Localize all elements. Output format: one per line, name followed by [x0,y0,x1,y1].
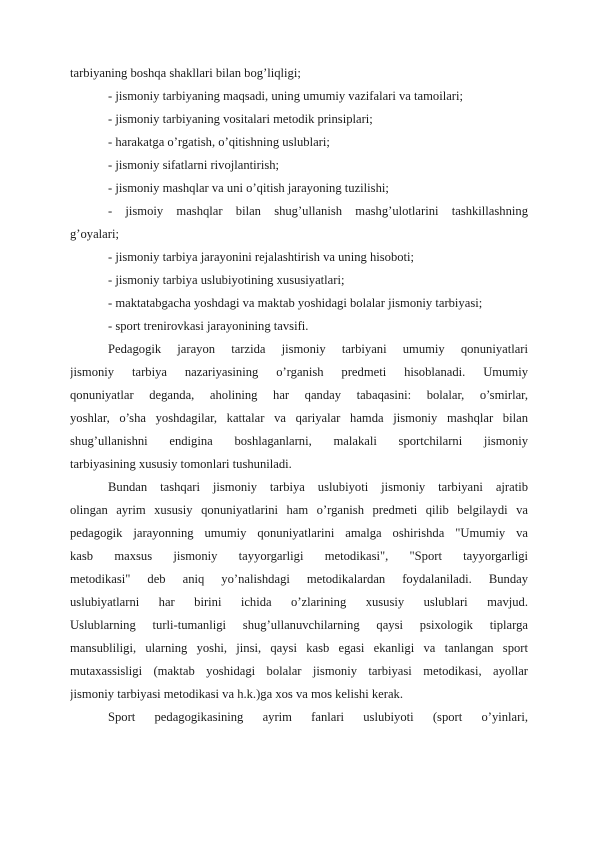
paragraph-line: tarbiyasining xususiy tomonlari tushuniladi. [70,457,292,471]
paragraph-line: mutaxassisligi (maktab yoshidagi bolalar jismoniy tarbiyasi metodikasi, ayollar [70,664,528,678]
list-item: - jismoniy mashqlar va uni o’qitish jarayoning tuzilishi; [108,181,389,195]
list-item: - jismoniy tarbiyaning vositalari metodik prinsiplari; [108,112,373,126]
list-item: - jismoniy tarbiya uslubiyotining xususiyatlari; [108,273,345,287]
paragraph-line: metodikasi" deb aniq yo’nalishdagi metodikalardan foydalaniladi. Bunday [70,572,528,586]
paragraph-line: mansubliligi, ularning yoshi, jinsi, qaysi kasb egasi ekanligi va tanlangan sport [70,641,528,655]
paragraph-line: jismoniy tarbiya nazariyasining o’rganish predmeti hisoblanadi. Umumiy [70,365,528,379]
list-item: - sport trenirovkasi jarayonining tavsifi. [108,319,309,333]
paragraph-line: Uslublarning turli-tumanligi shug’ullanuvchilarning qaysi psixologik tiplarga [70,618,528,632]
paragraph-line: pedagogik jarayonning umumiy qonuniyatlarini amalga oshirishda "Umumiy va [70,526,528,540]
document-page [70,62,528,729]
paragraph-line: Pedagogik jarayon tarzida jismoniy tarbiyani umumiy qonuniyatlari [108,342,528,356]
list-item: - jismoniy sifatlarni rivojlantirish; [108,158,280,172]
list-item: - jismoniy tarbiyaning maqsadi, uning umumiy vazifalari va tamoilari; [108,89,463,103]
paragraph-line: qonuniyatlar deganda, aholining har qanday tabaqasini: bolalar, o’smirlar, [70,388,528,402]
list-item: - jismoniy tarbiya jarayonini rejalashtirish va uning hisoboti; [108,250,415,264]
text-line: g’oyalari; [70,227,119,241]
paragraph-line: jismoniy tarbiyasi metodikasi va h.k.)ga xos va mos kelishi kerak. [70,687,403,701]
list-item: - jismoiy mashqlar bilan shug’ullanish mashg’ulotlarini tashkillashning [108,204,528,218]
paragraph-line: Bundan tashqari jismoniy tarbiya uslubiyoti jismoniy tarbiyani ajratib [108,480,528,494]
paragraph-line: uslubiyatlarni har birini ichida o’zlarining xususiy uslublari mavjud. [70,595,528,609]
paragraph-line: kasb maxsus jismoniy tayyorgarligi metodikasi", "Sport tayyorgarligi [70,549,528,563]
text-line: tarbiyaning boshqa shakllari bilan bog’liqligi; [70,66,301,80]
list-item: - maktatabgacha yoshdagi va maktab yoshidagi bolalar jismoniy tarbiyasi; [108,296,483,310]
paragraph-line: Sport pedagogikasining ayrim fanlari uslubiyoti (sport o’yinlari, [108,710,528,724]
list-item: - harakatga o’rgatish, o’qitishning uslublari; [108,135,330,149]
paragraph-line: yoshlar, o’sha yoshdagilar, kattalar va qariyalar hamda jismoniy mashqlar bilan [70,411,528,425]
paragraph-line: olingan ayrim xususiy qonuniyatlarini ham o’rganish predmeti qilib belgilaydi va [70,503,528,517]
paragraph-line: shug’ullanishni endigina boshlaganlarni, malakali sportchilarni jismoniy [70,434,528,448]
